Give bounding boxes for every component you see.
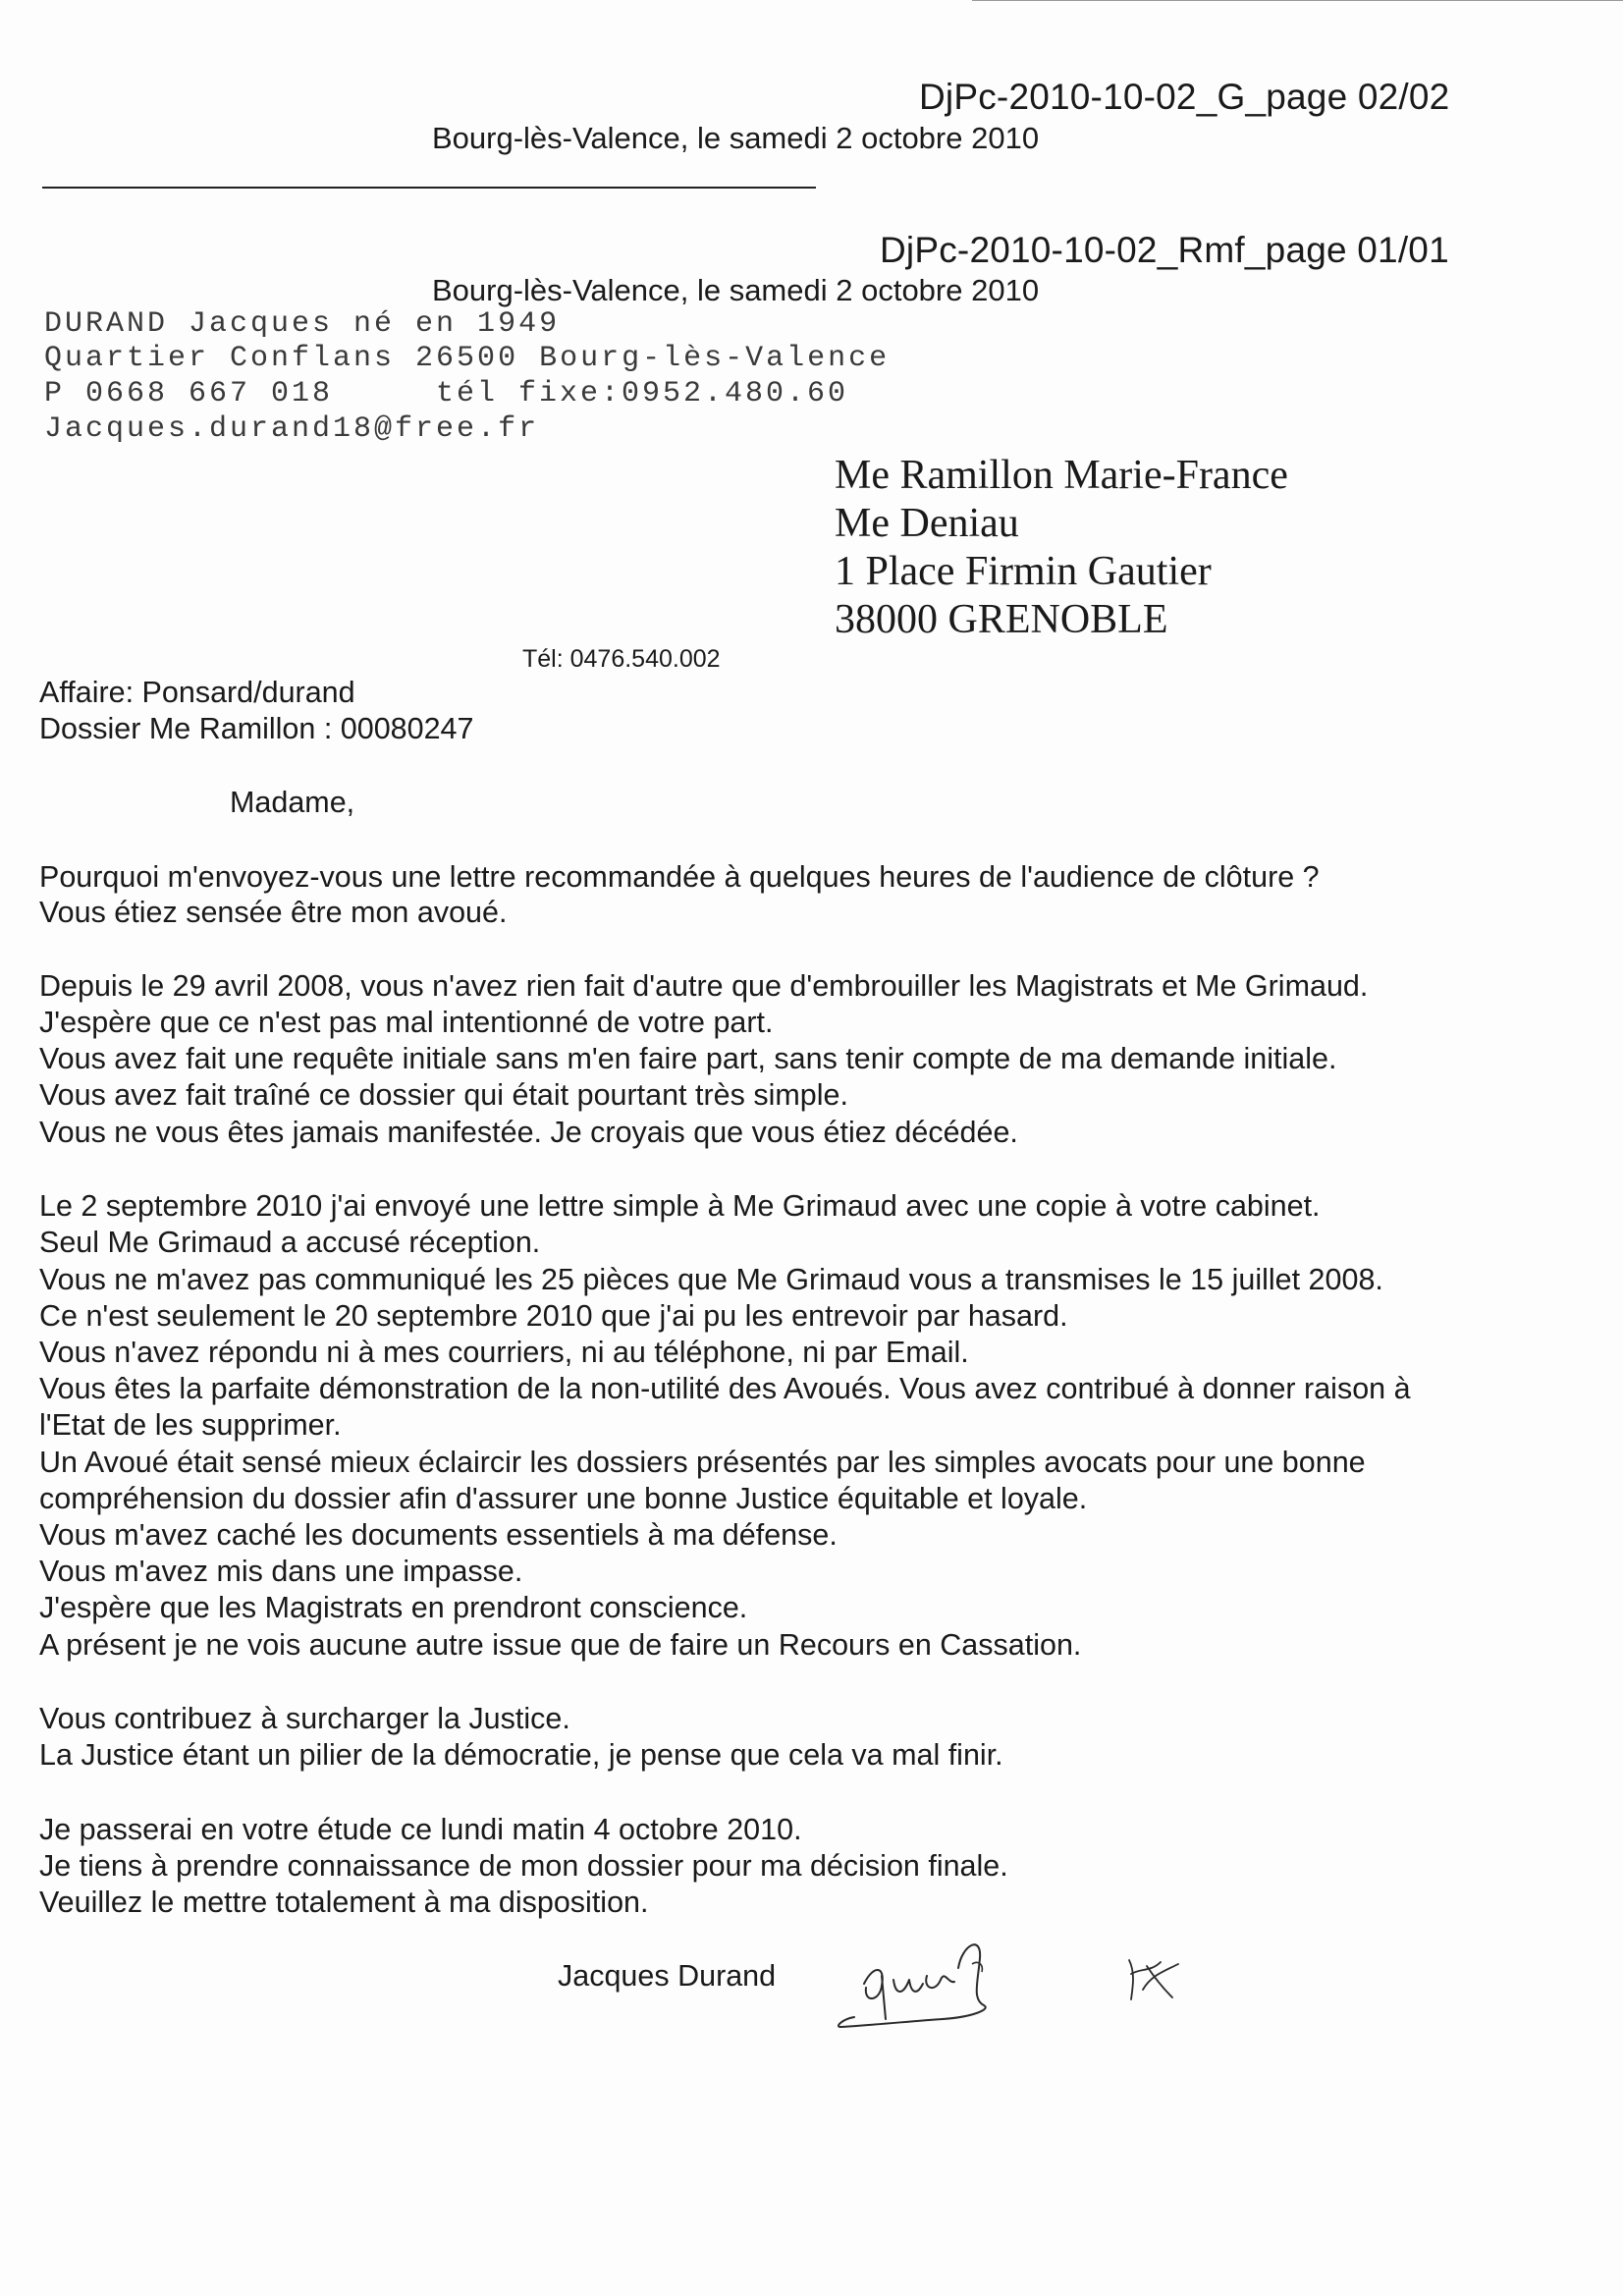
sender-landline: tél fixe:0952.480.60 [436, 377, 849, 410]
body-line: Vous n'avez répondu ni à mes courriers, ni au téléphone, ni par Email. [39, 1336, 969, 1369]
body-line: Ce n'est seulement le 20 septembre 2010 que j'ai pu les entrevoir par hasard. [39, 1299, 1068, 1333]
body-line: l'Etat de les supprimer. [39, 1408, 342, 1442]
date-line-2: Bourg-lès-Valence, le samedi 2 octobre 2010 [432, 273, 1040, 307]
sender-mobile: P 0668 667 018 [44, 377, 334, 410]
body-line: Veuillez le mettre totalement à ma disposition. [39, 1886, 649, 1919]
body-line: Je passerai en votre étude ce lundi matin 4 octobre 2010. [39, 1813, 802, 1846]
body-line: Vous ne m'avez pas communiqué les 25 pièces que Me Grimaud vous a transmises le 15 juillet 2008. [39, 1263, 1383, 1296]
salutation: Madame, [230, 786, 355, 819]
body-line: Le 2 septembre 2010 j'ai envoyé une lettre simple à Me Grimaud avec une copie à votre cabinet. [39, 1189, 1321, 1223]
body-line: J'espère que les Magistrats en prendront conscience. [39, 1591, 748, 1624]
body-line: Vous êtes la parfaite démonstration de la non-utilité des Avoués. Vous avez contribué à donner raison à [39, 1372, 1411, 1405]
body-line: Vous avez fait traîné ce dossier qui était pourtant très simple. [39, 1078, 848, 1112]
case-affair: Affaire: Ponsard/durand [39, 676, 355, 709]
body-line: compréhension du dossier afin d'assurer une bonne Justice équitable et loyale. [39, 1482, 1088, 1515]
signature-name: Jacques Durand [558, 1959, 777, 1993]
initials-mark [1121, 1952, 1190, 2011]
date-line-1: Bourg-lès-Valence, le samedi 2 octobre 2010 [432, 121, 1040, 155]
body-line: Vous ne vous êtes jamais manifestée. Je croyais que vous étiez décédée. [39, 1116, 1018, 1149]
body-line: Vous m'avez caché les documents essentiels à ma défense. [39, 1518, 838, 1552]
body-line: Pourquoi m'envoyez-vous une lettre recommandée à quelques heures de l'audience de clôture ? [39, 860, 1320, 894]
recipient-second: Me Deniau [835, 501, 1019, 546]
body-line: Un Avoué était sensé mieux éclaircir les dossiers présentés par les simples avocats pour une bonne [39, 1446, 1366, 1479]
body-line: J'espère que ce n'est pas mal intentionné de votre part. [39, 1006, 774, 1039]
body-line: Vous m'avez mis dans une impasse. [39, 1555, 523, 1588]
sender-address: Quartier Conflans 26500 Bourg-lès-Valence [44, 342, 891, 375]
recipient-street: 1 Place Firmin Gautier [835, 549, 1212, 594]
sender-name: DURAND Jacques né en 1949 [44, 307, 561, 341]
recipient-name: Me Ramillon Marie-France [835, 453, 1288, 498]
body-line: A présent je ne vois aucune autre issue que de faire un Recours en Cassation. [39, 1628, 1082, 1662]
recipient-phone: Tél: 0476.540.002 [522, 645, 721, 673]
body-line: Vous contribuez à surcharger la Justice. [39, 1702, 570, 1735]
sender-email: Jacques.durand18@free.fr [44, 412, 540, 446]
body-line: Vous avez fait une requête initiale sans m'en faire part, sans tenir compte de ma demande initiale. [39, 1042, 1337, 1075]
separator-rule [42, 187, 816, 189]
recipient-city: 38000 GRENOBLE [835, 597, 1168, 642]
body-line: Seul Me Grimaud a accusé réception. [39, 1226, 541, 1259]
body-line: Je tiens à prendre connaissance de mon dossier pour ma décision finale. [39, 1849, 1008, 1883]
reference-page-2: DjPc-2010-10-02_G_page 02/02 [919, 77, 1450, 117]
body-line: La Justice étant un pilier de la démocratie, je pense que cela va mal finir. [39, 1738, 1003, 1772]
case-dossier: Dossier Me Ramillon : 00080247 [39, 712, 474, 745]
reference-page-1: DjPc-2010-10-02_Rmf_page 01/01 [880, 230, 1449, 270]
body-line: Depuis le 29 avril 2008, vous n'avez rien fait d'autre que d'embrouiller les Magistrats et Me Grimaud. [39, 969, 1369, 1003]
scan-edge-line [972, 0, 1623, 1]
handwritten-signature [825, 1925, 1041, 2038]
body-line: Vous étiez sensée être mon avoué. [39, 896, 508, 929]
